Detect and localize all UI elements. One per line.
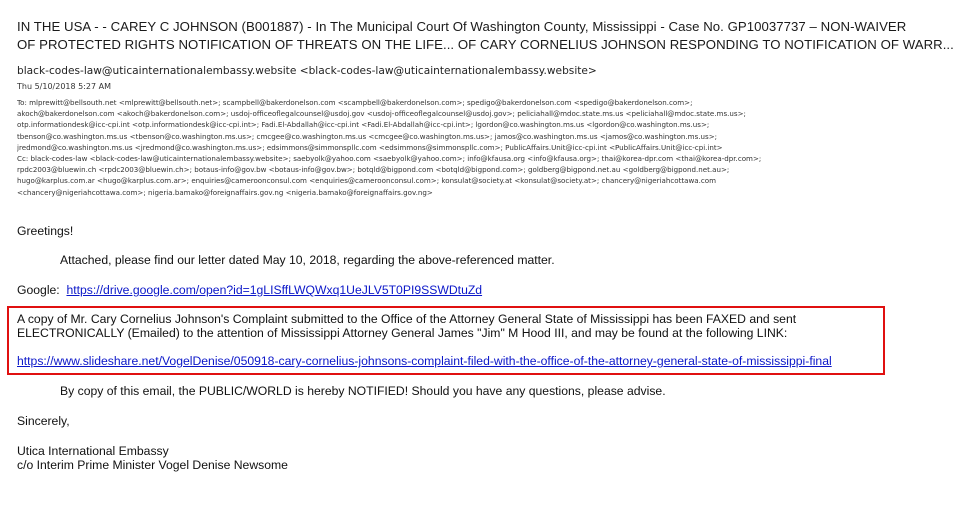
google-line (17, 283, 482, 297)
closing: Sincerely, (17, 414, 70, 428)
notified-paragraph: By copy of this email, the PUBLIC/WORLD is hereby NOTIFIED! Should you have any questions, please advise. (60, 384, 666, 398)
sent-date: Thu 5/10/2018 5:27 AM (17, 82, 112, 91)
recipient-line: hugo@karplus.com.ar <hugo@karplus.com.ar>; enquiries@cameroonconsul.com <enquiries@cameroonconsul.com>; konsulat@society.at <konsulat@society.at>; chancery@nigeriahcottawa.com (17, 176, 717, 186)
attached-paragraph: Attached, please find our letter dated May 10, 2018, regarding the above-referenced matter. (60, 253, 555, 267)
signature-line-1: Utica International Embassy (17, 444, 169, 458)
recipient-line: <chancery@nigeriahcottawa.com>; nigeria.bamako@foreignaffairs.gov.ng <nigeria.bamako@foreignaffairs.gov.ng> (17, 187, 433, 197)
subject-line-1: IN THE USA - - CAREY C JOHNSON (B001887) - In The Municipal Court Of Washington County, Mississippi - Case No. GP10037737 – NON-WAIVER (17, 19, 907, 34)
google-drive-link[interactable]: https://drive.google.com/open?id=1gLISffLWQWxq1UeJLV5T0PI9SSWDtuZd (66, 283, 483, 297)
slideshare-line (17, 354, 832, 368)
recipient-line: tbenson@co.washington.ms.us <tbenson@co.washington.ms.us>; cmcgee@co.washington.ms.us <cmcgee@co.washington.ms.us>; jamos@co.washington.ms.us <jamos@co.washington.ms.us>; (17, 131, 718, 141)
recipient-line: Cc: black-codes-law <black-codes-law@uticainternationalembassy.website>; saebyolk@yahoo.com <saebyolk@yahoo.com>; info@kfausa.org <info@kfausa.org>; thai@korea-dpr.com <thai@korea-dpr.com>; (17, 154, 762, 164)
greeting: Greetings! (17, 224, 74, 238)
email-subject (17, 18, 967, 54)
google-label: Google: (17, 283, 60, 297)
slideshare-link[interactable]: https://www.slideshare.net/VogelDenise/050918-cary-cornelius-johnsons-complaint-filed-with-the-office-of-the-attorney-general-state-of-mississippi-final (17, 354, 832, 368)
recipients-list (17, 97, 967, 198)
copy-paragraph-line-2: ELECTRONICALLY (Emailed) to the attention of Mississippi Attorney General James "Jim" M Hood III, and may be found at the following LINK: (17, 326, 788, 340)
subject-line-2: OF PROTECTED RIGHTS NOTIFICATION OF THREATS ON THE LIFE... OF CARY CORNELIUS JOHNSON RESPONDING TO NOTIFICATION OF WARR... (17, 37, 954, 52)
copy-paragraph-line-1: A copy of Mr. Cary Cornelius Johnson's Complaint submitted to the Office of the Attorney General State of Mississippi has been FAXED and sent (17, 312, 797, 326)
recipient-line: akoch@bakerdonelson.com <akoch@bakerdonelson.com>; usdoj-officeoflegalcounsel@usdoj.gov <usdoj-officeoflegalcounsel@usdoj.gov>; peliciahall@mdoc.state.ms.us <peliciahall@mdoc.state.ms.us>; (17, 109, 746, 119)
signature-line-2: c/o Interim Prime Minister Vogel Denise Newsome (17, 458, 288, 472)
recipient-line: rpdc2003@bluewin.ch <rpdc2003@bluewin.ch>; botaus-info@gov.bw <botaus-info@gov.bw>; botqld@bigpond.com <botqld@bigpond.com>; goldberg@bigpond.net.au <goldberg@bigpond.net.au>; (17, 165, 730, 175)
sender[interactable]: black-codes-law@uticainternationalembassy.website <black-codes-law@uticainternationalembassy.website> (17, 65, 597, 77)
recipient-line: otp.informationdesk@icc-cpi.int <otp.informationdesk@icc-cpi.int>; Fadi.El-Abdallah@icc-cpi.int <Fadi.El-Abdallah@icc-cpi.int>; lgordon@co.washington.ms.us <lgordon@co.washington.ms.us>; (17, 120, 710, 130)
recipient-line: jredmond@co.washington.ms.us <jredmond@co.washington.ms.us>; edsimmons@simmonspllc.com <edsimmons@simmonspllc.com>; PublicAffairs.Unit@icc-cpi.int <PublicAffairs.Unit@icc-cpi.int> (17, 142, 723, 152)
recipient-line: To: mlprewitt@bellsouth.net <mlprewitt@bellsouth.net>; scampbell@bakerdonelson.com <scampbell@bakerdonelson.com>; spedigo@bakerdonelson.com <spedigo@bakerdonelson.com>; (17, 98, 693, 107)
